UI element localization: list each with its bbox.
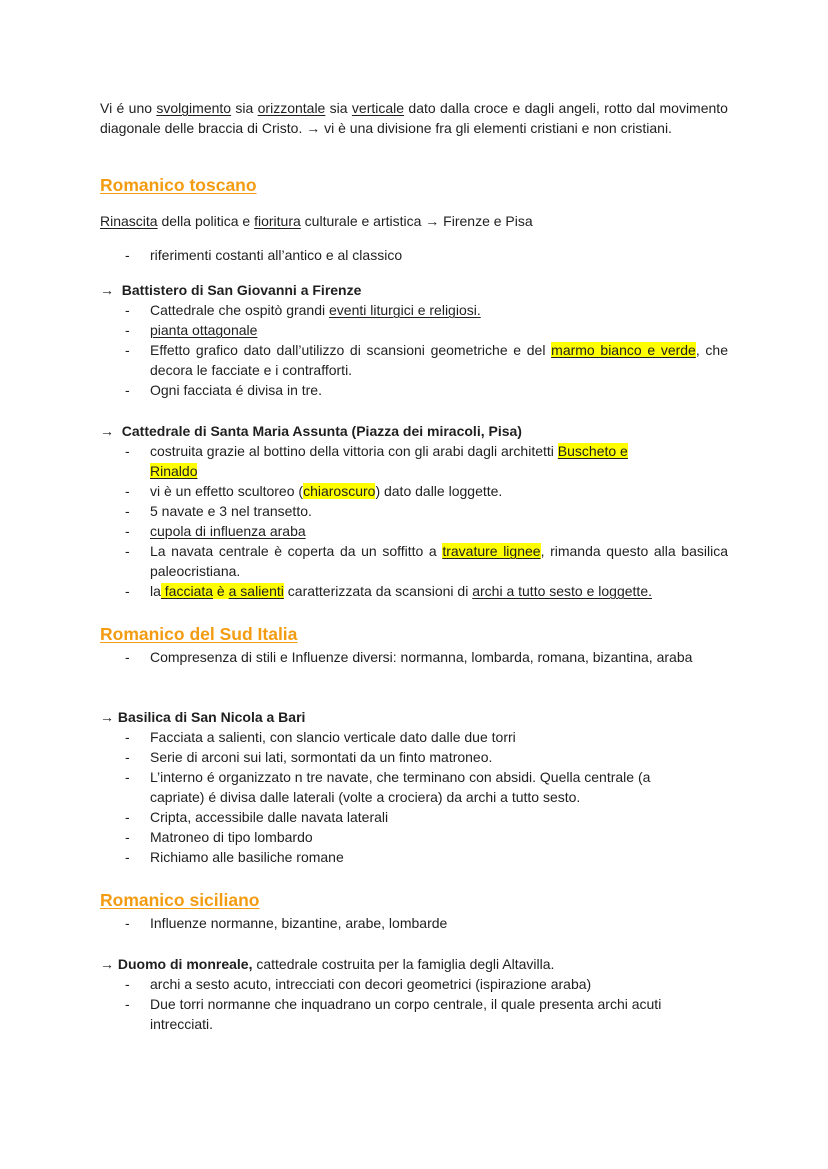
list-item: - vi è un effetto scultoreo (chiaroscuro) dato dalle loggette.	[100, 481, 728, 501]
list-item: - cupola di influenza araba	[100, 521, 728, 541]
list-item: - Effetto grafico dato dall’utilizzo di scansioni geometriche e del marmo bianco e verde, che decora le facciate e i contrafforti.	[100, 340, 728, 380]
list-item: - 5 navate e 3 nel transetto.	[100, 501, 728, 521]
toscano-bullets	[100, 245, 728, 265]
list-item: - la facciata è a salienti caratterizzata da scansioni di archi a tutto sesto e loggette.	[100, 581, 728, 601]
heading-romanico-siciliano: Romanico siciliano	[100, 890, 260, 910]
list-item: - riferimenti costanti all’antico e al classico	[100, 245, 728, 265]
list-item: - Ogni facciata é divisa in tre.	[100, 380, 728, 400]
cattedrale-section: → Cattedrale di Santa Maria Assunta (Piazza dei miracoli, Pisa) - costruita grazie al bottino della vittoria con gli arabi dagli architetti Buscheto e Rinaldo - vi è un effetto scultoreo (chiaroscuro) dato dalle loggette. - 5 navate e 3 nel transetto. - cupola di influenza araba - La navata centrale è coperta da un soffitto a travature lignee, rimanda questo alla basilica paleocristiana. - la facciata è a salienti caratterizzata da scansioni di archi a tutto sesto e loggette.	[100, 421, 728, 601]
list-item: - Compresenza di stili e Influenze diversi: normanna, lombarda, romana, bizantina, araba	[100, 647, 728, 667]
basilica-section: → Basilica di San Nicola a Bari - Facciata a salienti, con slancio verticale dato dalle due torri - Serie di arconi sui lati, sormontati da un finto matroneo. - L’interno é organizzato n tre navate, che terminano con absidi. Quella centrale (a capriate) é divisa dalle laterali (volte a crociera) da archi a tutto sesto. - Cripta, accessibile dalle navata laterali - Matroneo di tipo lombardo - Richiamo alle basiliche romane	[100, 707, 728, 867]
list-item: - archi a sesto acuto, intrecciati con decori geometrici (ispirazione araba)	[100, 974, 728, 994]
heading-romanico-toscano: Romanico toscano	[100, 175, 257, 195]
list-item: - Richiamo alle basiliche romane	[100, 847, 728, 867]
list-item: - Matroneo di tipo lombardo	[100, 827, 728, 847]
list-item: - L’interno é organizzato n tre navate, che terminano con absidi. Quella centrale (a capriate) é divisa dalle laterali (volte a crociera) da archi a tutto sesto.	[100, 767, 728, 807]
list-item: - Cripta, accessibile dalle navata laterali	[100, 807, 728, 827]
intro-paragraph: Vi é uno svolgimento sia orizzontale sia verticale dato dalla croce e dagli angeli, rotto dal movimento diagonale delle braccia di Cristo. → vi è una divisione fra gli elementi cristiani e non cristiani.	[100, 100, 728, 136]
battistero-section: → Battistero di San Giovanni a Firenze - Cattedrale che ospitò grandi eventi liturgici e religiosi. - pianta ottagonale - Effetto grafico dato dall’utilizzo di scansioni geometriche e del marmo bianco e verde, che decora le facciate e i contrafforti. - Ogni facciata é divisa in tre.	[100, 280, 728, 400]
list-item: - costruita grazie al bottino della vittoria con gli arabi dagli architetti Buscheto e Rinaldo	[100, 441, 728, 481]
siciliano-bullets	[100, 913, 728, 933]
list-item: - pianta ottagonale	[100, 320, 728, 340]
list-item: - La navata centrale è coperta da un soffitto a travature lignee, rimanda questo alla basilica paleocristiana.	[100, 541, 728, 581]
duomo-section: → Duomo di monreale, cattedrale costruita per la famiglia degli Altavilla. - archi a sesto acuto, intrecciati con decori geometrici (ispirazione araba) - Due torri normanne che inquadrano un corpo centrale, il quale presenta archi acuti intrecciati.	[100, 954, 728, 1034]
list-item: - Facciata a salienti, con slancio verticale dato dalle due torri	[100, 727, 728, 747]
list-item: - Due torri normanne che inquadrano un corpo centrale, il quale presenta archi acuti intrecciati.	[100, 994, 728, 1034]
sud-bullets	[100, 647, 728, 667]
list-item: - Cattedrale che ospitò grandi eventi liturgici e religiosi.	[100, 300, 728, 320]
heading-romanico-sud-italia: Romanico del Sud Italia	[100, 624, 298, 644]
toscano-intro-line: Rinascita della politica e fioritura culturale e artistica → Firenze e Pisa	[100, 213, 533, 229]
list-item: - Influenze normanne, bizantine, arabe, lombarde	[100, 913, 728, 933]
list-item: - Serie di arconi sui lati, sormontati da un finto matroneo.	[100, 747, 728, 767]
